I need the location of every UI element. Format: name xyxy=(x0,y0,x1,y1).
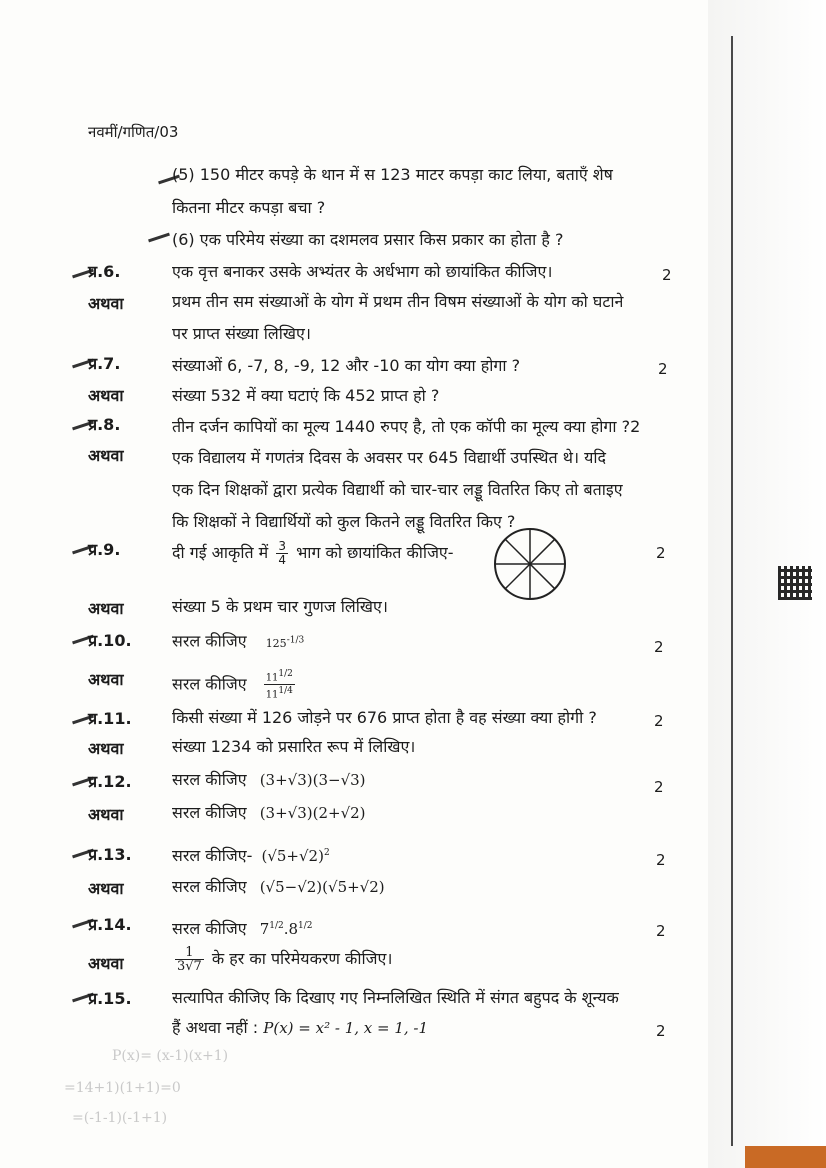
question-6-sub: (6) एक परिमेय संख्या का दशमलव प्रसार किस प्रकार का होता है ? xyxy=(172,230,564,249)
question-12 xyxy=(172,770,366,790)
simplify-label: सरल कीजिए xyxy=(172,877,247,896)
label-athva: अथवा xyxy=(88,670,124,689)
faint-handwriting: =(-1-1)(-1+1) xyxy=(72,1110,168,1126)
page-header: नवमीं/गणित/03 xyxy=(88,123,179,141)
simplify-label: सरल कीजिए xyxy=(172,631,247,651)
expression-q12: (3+√3)(3−√3) xyxy=(259,771,366,789)
label-athva: अथवा xyxy=(88,599,124,618)
fraction-three-fourths xyxy=(276,540,288,567)
label-q8: प्र.8. xyxy=(88,415,121,434)
circle-eight-sectors-figure xyxy=(492,526,568,602)
marks-q13: 2 xyxy=(656,851,666,869)
question-15-line-1: सत्यापित कीजिए कि दिखाए गए निम्नलिखित स्थिति में संगत बहुपद के शून्यक xyxy=(172,988,619,1007)
label-athva: अथवा xyxy=(88,294,124,313)
expression-q13 xyxy=(261,847,329,865)
question-12-alt xyxy=(172,803,366,823)
question-9-alt: संख्या 5 के प्रथम चार गुणज लिखिए। xyxy=(172,597,388,616)
simplify-label: सरल कीजिए xyxy=(172,674,247,694)
marks-q10: 2 xyxy=(654,638,664,656)
question-5-line-2: कितना मीटर कपड़ा बचा ? xyxy=(172,198,326,217)
exponent: 2 xyxy=(323,848,330,858)
question-8-alt-line-2: एक दिन शिक्षकों द्वारा प्रत्येक विद्यार्थी को चार-चार लड्डू वितरित किए तो बताइए xyxy=(172,480,623,499)
qr-code-icon xyxy=(778,566,812,600)
question-7-alt: संख्या 532 में क्या घटाएं कि 452 प्राप्त हो ? xyxy=(172,386,440,405)
question-5-line-1: (5) 150 मीटर कपड़े के थान में स 123 माटर कपड़ा काट लिया, बताएँ शेष xyxy=(172,165,613,184)
label-athva: अथवा xyxy=(88,386,124,405)
question-8-alt-line-1: एक विद्यालय में गणतंत्र दिवस के अवसर पर 645 विद्यार्थी उपस्थित थे। यदि xyxy=(172,448,607,467)
expression-q12-alt: (3+√3)(2+√2) xyxy=(259,804,366,822)
marks-q15: 2 xyxy=(656,1022,666,1040)
denominator-exponent: 1/4 xyxy=(278,686,293,697)
label-q7: प्र.7. xyxy=(88,354,121,373)
faint-handwriting: =14+1)(1+1)=0 xyxy=(64,1080,181,1096)
label-q14: प्र.14. xyxy=(88,915,132,934)
expression-q13-alt: (√5−√2)(√5+√2) xyxy=(259,878,385,896)
marks-q14: 2 xyxy=(656,922,666,940)
question-11-alt: संख्या 1234 को प्रसारित रूप में लिखिए। xyxy=(172,737,416,756)
fraction-numerator: 1 xyxy=(175,946,204,960)
fraction-denominator: 3√7 xyxy=(177,959,202,974)
denominator-base: 11 xyxy=(265,689,279,701)
question-9-text-a: दी गई आकृति में xyxy=(172,543,269,562)
label-q15: प्र.15. xyxy=(88,989,132,1008)
question-15-line-2 xyxy=(172,1018,428,1038)
background-strip xyxy=(745,1146,826,1168)
simplify-label: सरल कीजिए xyxy=(172,919,247,938)
question-7: संख्याओं 6, -7, 8, -9, 12 और -10 का योग क्या होगा ? xyxy=(172,356,521,375)
label-q13: प्र.13. xyxy=(88,845,132,864)
numerator-base: 11 xyxy=(265,672,279,684)
marks-q12: 2 xyxy=(654,778,664,796)
expression-q14 xyxy=(260,920,313,938)
marks-q9: 2 xyxy=(656,544,666,562)
label-q12: प्र.12. xyxy=(88,772,132,791)
label-athva: अथवा xyxy=(88,954,124,973)
question-8: तीन दर्जन कापियों का मूल्य 1440 रुपए है, तो एक कॉपी का मूल्य क्या होगा ?2 xyxy=(172,417,641,436)
simplify-label: सरल कीजिए xyxy=(172,803,247,822)
label-athva: अथवा xyxy=(88,805,124,824)
question-9 xyxy=(172,540,454,567)
simplify-label: सरल कीजिए- xyxy=(172,846,253,865)
expression-q10 xyxy=(266,637,305,650)
question-6-alt-line-2: पर प्राप्त संख्या लिखिए। xyxy=(172,324,311,343)
question-9-text-b: भाग को छायांकित कीजिए- xyxy=(296,543,454,562)
fraction-one-over-3-root-7 xyxy=(175,946,204,973)
label-athva: अथवा xyxy=(88,739,124,758)
question-10 xyxy=(172,630,304,654)
label-q10: प्र.10. xyxy=(88,631,132,650)
question-15-text: हैं अथवा नहीं : xyxy=(172,1018,259,1037)
question-14-alt xyxy=(172,946,392,973)
tick-mark-icon xyxy=(148,233,170,243)
faint-handwriting: P(x)= (x-1)(x+1) xyxy=(112,1048,229,1064)
base-eight: .8 xyxy=(283,920,299,938)
question-8-alt-line-3: कि शिक्षकों ने विद्यार्थियों को कुल कितने लड्डू वितरित किए ? xyxy=(172,512,516,531)
fraction-numerator: 3 xyxy=(278,539,286,553)
question-13 xyxy=(172,843,330,866)
page-fold-line xyxy=(731,36,733,1146)
numerator-exponent: 1/2 xyxy=(278,669,293,679)
question-6: एक वृत्त बनाकर उसके अभ्यंतर के अर्धभाग को छायांकित कीजिए। xyxy=(172,262,553,281)
label-athva: अथवा xyxy=(88,446,124,465)
question-11: किसी संख्या में 126 जोड़ने पर 676 प्राप्त होता है वह संख्या क्या होगी ? xyxy=(172,708,597,727)
label-q9: प्र.9. xyxy=(88,540,121,559)
fraction-expression xyxy=(264,668,295,702)
marks-q6: 2 xyxy=(662,266,672,284)
base-seven: 7 xyxy=(259,920,270,938)
exponent-1: 1/2 xyxy=(269,921,284,931)
fraction-denominator: 4 xyxy=(278,553,286,567)
label-q6: प्र.6. xyxy=(88,262,121,281)
exponent: -1/3 xyxy=(286,635,305,645)
label-athva: अथवा xyxy=(88,879,124,898)
simplify-label: सरल कीजिए xyxy=(172,770,247,789)
polynomial-expression: P(x) = x² - 1, x = 1, -1 xyxy=(263,1019,429,1037)
question-10-alt xyxy=(172,668,298,702)
question-14 xyxy=(172,916,313,939)
label-q11: प्र.11. xyxy=(88,709,132,728)
exponent-2: 1/2 xyxy=(298,921,313,931)
question-14-alt-text: के हर का परिमेयकरण कीजिए। xyxy=(211,949,393,968)
base-value: 125 xyxy=(265,636,287,650)
question-13-alt xyxy=(172,877,385,897)
question-6-alt-line-1: प्रथम तीन सम संख्याओं के योग में प्रथम तीन विषम संख्याओं के योग को घटाने xyxy=(172,292,624,311)
marks-q7: 2 xyxy=(658,360,668,378)
expression-base: (√5+√2) xyxy=(261,847,324,865)
marks-q11: 2 xyxy=(654,712,664,730)
